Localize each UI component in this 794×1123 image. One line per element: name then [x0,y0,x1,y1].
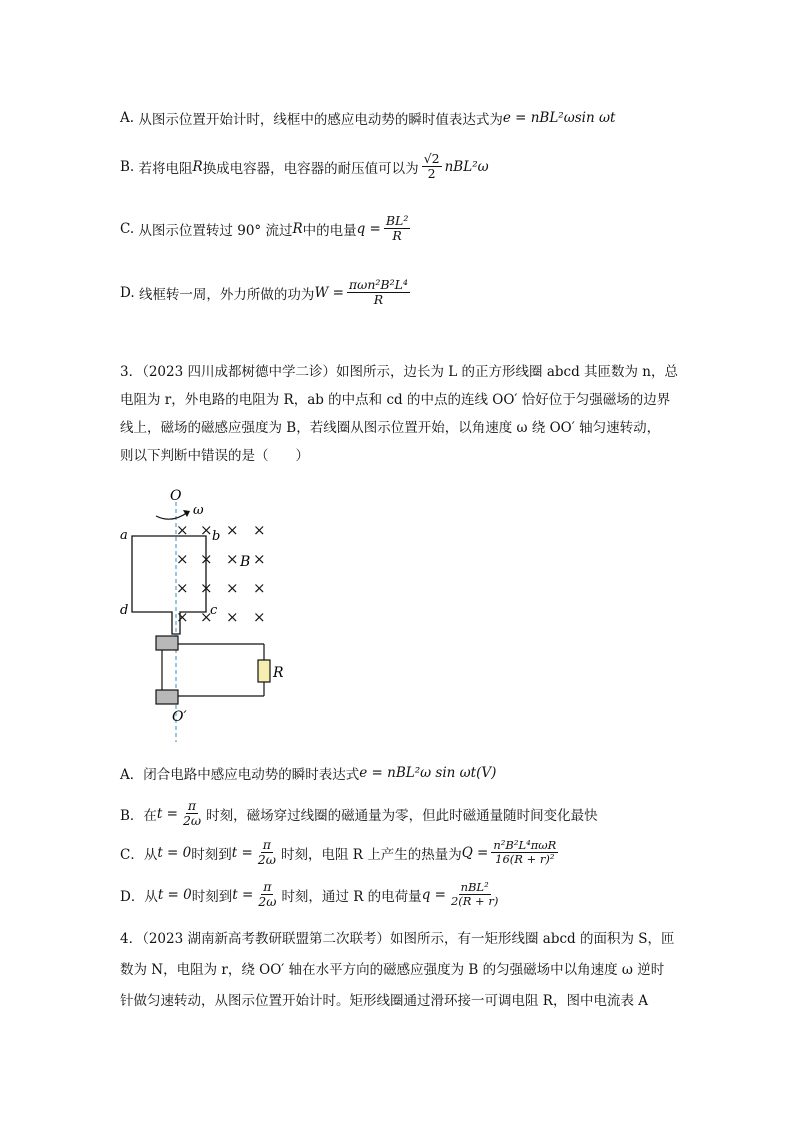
numerator: π [263,879,272,894]
rotation-arrow-icon [156,512,188,519]
option-text: 从图示位置转过 90° 流过 [138,222,293,239]
numerator: nBL² [460,880,489,895]
corner-label-a: a [120,528,128,543]
option-label: A. [120,110,135,126]
option-text: 换成电容器，电容器的耐压值可以为 [202,160,419,177]
denominator: 16(R + r)² [495,852,555,867]
variable: R [192,158,203,175]
fraction [347,278,410,308]
cross-mark: × [176,608,189,626]
option-text: 从图示位置开始计时，线框中的感应电动势的瞬时值表达式为 [138,112,503,128]
axis-label-o: O [170,488,182,504]
numerator: √2 [423,151,440,166]
variable: R [292,220,303,237]
formula: t = 0 [157,886,192,903]
denominator: R [373,292,384,308]
option-text: 时刻到 [191,846,232,863]
option-text: 在 [143,807,157,824]
denominator: 2ω [257,852,276,868]
field-label-b: B [240,554,251,570]
denominator: 2ω [258,894,277,910]
slip-ring-top [156,636,178,650]
q2-option-c [120,214,413,244]
numerator: n²B²L⁴πωR [493,838,557,853]
cross-mark: × [253,521,266,539]
slip-ring-bottom [156,690,178,704]
q2-option-b [120,152,489,182]
cross-mark: × [200,579,213,597]
cross-mark: × [253,550,266,568]
magnetic-field [176,521,266,626]
cross-mark: × [226,608,239,626]
option-text: 中的电量 [302,222,357,239]
corner-label-c: c [210,603,218,618]
stem-line: 则以下判断中错误的是（ ） [120,448,309,464]
cross-mark: × [176,521,189,539]
numerator: πωn²B²L⁴ [348,277,408,292]
stem-line: 针做匀速转动，从图示位置开始计时。矩形线圈通过滑环接一可调电阻 R，图中电流表 A [120,993,648,1009]
axis-label-o-prime: O′ [172,709,187,725]
option-label: D. [120,284,135,301]
stem-line: 线上，磁场的磁感应强度为 B，若线圈从图示位置开始，以角速度 ω 绕 OO′ 轴匀速转动， [120,420,661,436]
fraction [181,799,203,829]
stem-line: 数为 N，电阻为 r，绕 OO′ 轴在水平方向的磁感应强度为 B 的匀强磁场中以角速度 ω 逆时 [120,962,665,978]
cross-mark: × [200,521,213,539]
formula: t = [231,844,253,861]
numerator: π [187,798,197,813]
fraction [422,152,442,182]
fraction [449,881,500,908]
formula: t = [156,805,178,822]
stem-line: 3．（2023 四川成都树德中学二诊）如图所示，边长为 L 的正方形线圈 abcd 其匝数为 n，总 [120,364,678,380]
q4-stem [120,924,680,1017]
numerator: π [262,837,271,852]
formula: Q = [461,844,489,861]
cross-mark: × [176,579,189,597]
stem-line: 4．（2023 湖南新高考教研联盟第二次联考）如图所示，有一矩形线圈 abcd 的面积为 S，匝 [120,931,675,947]
q3-option-b [120,799,598,829]
q3-option-d [120,880,503,910]
coil [132,536,206,634]
formula: t = [232,886,254,903]
option-text: 从 [144,888,158,905]
option-label: D． [120,888,145,905]
formula: e = nBL²ωsin ωt [502,110,616,126]
formula: q = [356,220,381,237]
formula: t = 0 [157,844,192,861]
formula: q = [421,886,446,903]
fraction [256,838,278,868]
denominator: 2ω [182,813,202,829]
corner-label-d: d [120,603,129,618]
formula: e = nBL²ω sin ωt(V) [359,765,497,781]
cross-mark: × [176,550,189,568]
cross-mark: × [226,521,239,539]
q3-option-c [120,838,561,868]
denominator: R [392,228,402,244]
option-text: 时刻，电阻 R 上产生的热量为 [280,846,462,863]
cross-mark: × [200,550,213,568]
q3-option-a [120,763,496,783]
option-text: 闭合电路中感应电动势的瞬时表达式 [143,767,360,783]
fraction [491,839,558,866]
resistor [258,660,270,682]
fraction [256,880,278,910]
formula: nBL²ω [444,158,489,175]
fraction [384,214,411,244]
option-label: A． [120,767,144,783]
stem-line: 电阻为 r，外电路的电阻为 R，ab 的中点和 cd 的中点的连线 OO′ 恰好位于匀强磁场的边界 [120,392,671,408]
numerator: BL² [385,213,409,228]
denominator: 2(R + r) [450,894,499,909]
q2-option-d [120,278,413,308]
option-label: B． [120,807,144,824]
option-text: 时刻，通过 R 的电荷量 [281,888,422,905]
q3-figure [110,484,310,746]
corner-label-b: b [212,529,221,544]
arrowhead-icon [183,510,190,517]
formula: W = [314,284,344,301]
option-label: B. [120,158,135,175]
q2-option-a [120,108,615,128]
option-text: 线框转一周，外力所做的功为 [138,286,315,303]
cross-mark: × [226,550,239,568]
option-text: 时刻到 [191,888,233,905]
omega-label: ω [193,503,204,518]
cross-mark: × [253,608,266,626]
cross-mark: × [253,579,266,597]
option-text: 从 [143,846,158,863]
option-text: 若将电阻 [138,160,193,177]
resistor-label: R [273,665,284,681]
option-label: C． [120,846,144,863]
cross-mark: × [226,579,239,597]
denominator: 2 [427,166,436,182]
q3-stem [120,358,680,470]
option-label: C. [120,220,135,237]
option-text: 时刻，磁场穿过线圈的磁通量为零，但此时磁通量随时间变化最快 [206,807,598,824]
cross-mark: × [200,608,213,626]
